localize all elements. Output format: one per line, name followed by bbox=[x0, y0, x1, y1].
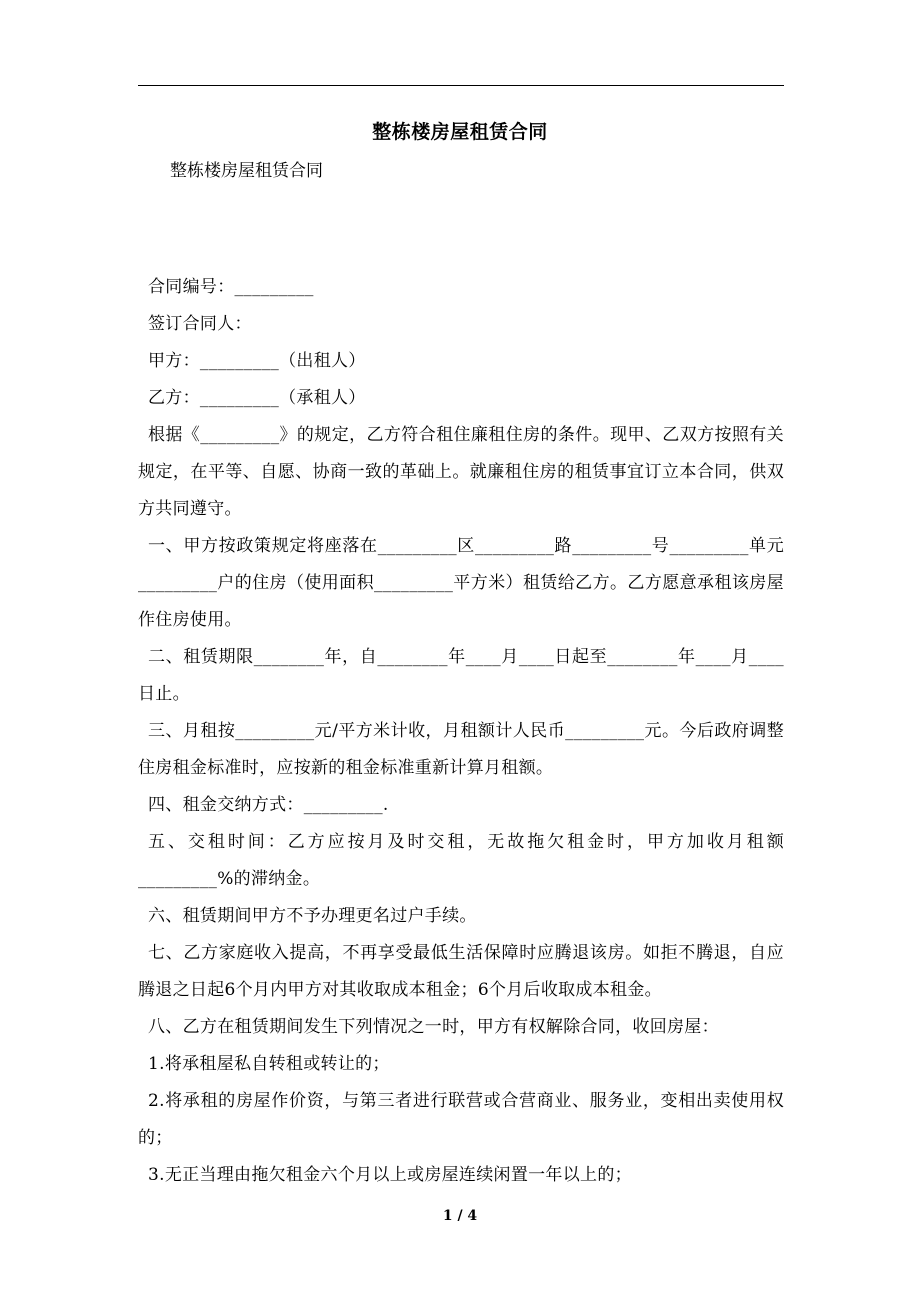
clause-5-paragraph: 五、交租时间：乙方应按月及时交租，无故拖欠租金时，甲方加收月租额_________%的滞纳金。 bbox=[138, 832, 784, 889]
clause-8-item-3: 3.无正当理由拖欠租金六个月以上或房屋连续闲置一年以上的； bbox=[148, 1165, 632, 1185]
clause-4-paragraph: 四、租金交纳方式：_________. bbox=[148, 795, 389, 815]
contract-number-line: 合同编号：_________ bbox=[148, 277, 314, 297]
clause-8-item-1: 1.将承租屋私自转租或转让的； bbox=[148, 1054, 390, 1074]
document-title: 整栋楼房屋租赁合同 bbox=[372, 121, 548, 143]
clause-8-paragraph: 八、乙方在租赁期间发生下列情况之一时，甲方有权解除合同，收回房屋： bbox=[148, 1017, 719, 1037]
clause-1-paragraph: 一、甲方按政策规定将座落在_________区_________路_________号_________单元_________户的住房（使用面积_________平方米）租赁给乙方。乙方愿意承租该房屋作住房使用。 bbox=[138, 536, 784, 630]
signatories-label: 签订合同人： bbox=[148, 314, 252, 334]
document-subtitle: 整栋楼房屋租赁合同 bbox=[170, 161, 323, 181]
page-number: 1 / 4 bbox=[442, 1208, 478, 1224]
clause-3-paragraph: 三、月租按_________元/平方米计收，月租额计人民币_________元。今后政府调整住房租金标准时，应按新的租金标准重新计算月租额。 bbox=[138, 721, 784, 778]
clause-7-paragraph: 七、乙方家庭收入提高，不再享受最低生活保障时应腾退该房。如拒不腾退，自应腾退之日起6个月内甲方对其收取成本租金；6个月后收取成本租金。 bbox=[138, 943, 784, 1000]
document-body bbox=[138, 269, 784, 1194]
preamble-paragraph: 根据《_________》的规定，乙方符合租住廉租住房的条件。现甲、乙双方按照有关规定，在平等、自愿、协商一致的革础上。就廉租住房的租赁事宜订立本合同，供双方共同遵守。 bbox=[138, 425, 784, 519]
party-a-line: 甲方：_________（出租人） bbox=[148, 351, 366, 371]
header-rule bbox=[138, 85, 784, 86]
party-b-line: 乙方：_________（承租人） bbox=[148, 388, 366, 408]
clause-2-paragraph: 二、租赁期限________年，自________年____月____日起至________年____月____日止。 bbox=[138, 647, 784, 704]
clause-8-item-2: 2.将承租的房屋作价资，与第三者进行联营或合营商业、服务业，变相出卖使用权的； bbox=[138, 1091, 784, 1148]
clause-6-paragraph: 六、租赁期间甲方不予办理更名过户手续。 bbox=[148, 906, 477, 926]
